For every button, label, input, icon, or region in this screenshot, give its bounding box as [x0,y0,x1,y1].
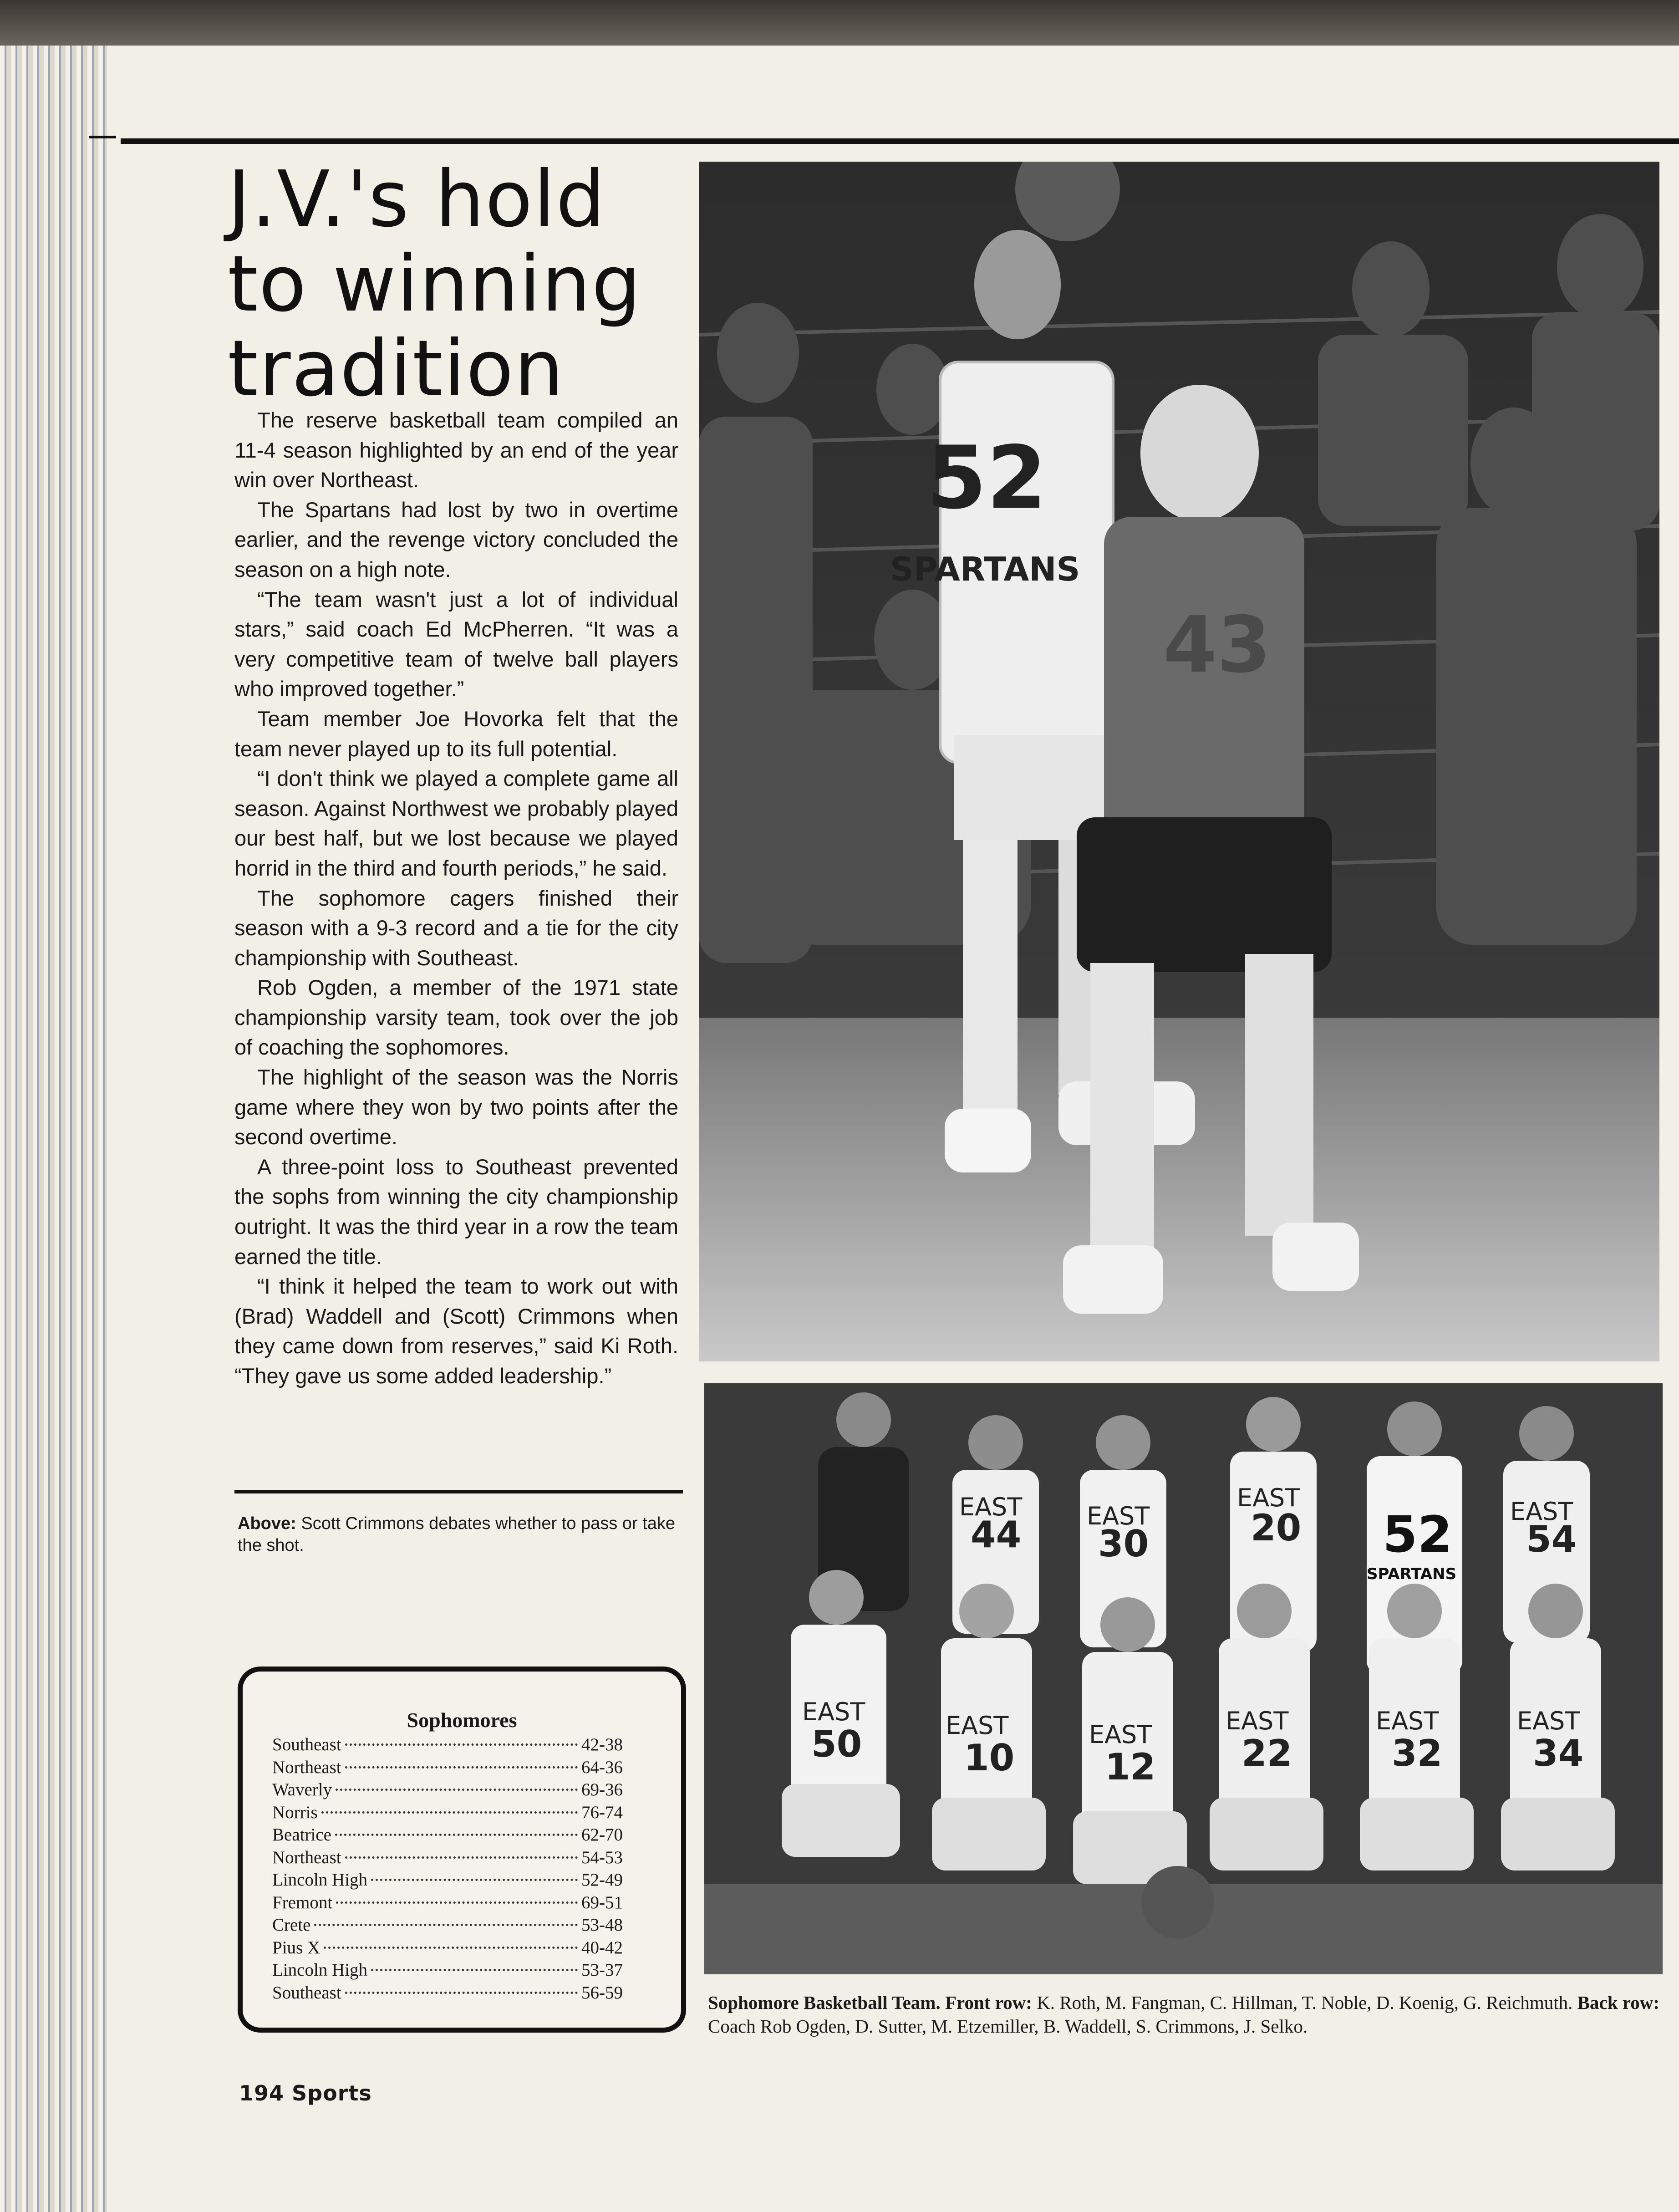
article-paragraph: The Spartans had lost by two in overtime earlier, and the revenge victory concluded the season on a high note. [234,497,678,581]
back-row-names: Coach Rob Ogden, D. Sutter, M. Etzemiller, B. Waddell, S. Crimmons, J. Selko. [708,2016,1308,2037]
dot-leader [336,1901,578,1904]
jersey-team: EAST [959,1493,1023,1521]
team-caption [708,1991,1659,2038]
dot-leader [345,1743,578,1746]
dot-leader [345,1856,578,1859]
game-score: 62-70 [581,1825,623,1845]
opponent: Crete [272,1915,311,1935]
game-score: 42-38 [581,1735,623,1754]
article-paragraph: The reserve basketball team compiled an 11-4 season highlighted by an end of the year win over Northeast. [234,408,678,492]
opponent: Beatrice [272,1825,331,1845]
score-row [272,1756,623,1779]
article-paragraph: Team member Joe Hovorka felt that the team never played up to its full potential. [234,706,678,761]
jersey-number: 30 [1098,1523,1149,1565]
jersey-number-back: 43 [1163,600,1271,690]
article-paragraph: “The team wasn't just a lot of individual stars,” said coach Ed McPherren. “It was a very competitive team of twelve ball players who improved together.” [234,587,678,701]
game-score: 64-36 [581,1757,623,1777]
scan-top-edge [0,0,1679,46]
game-score: 76-74 [581,1802,623,1822]
article-paragraph: “I think it helped the team to work out with (Brad) Waddell and (Scott) Crimmons when they came down from reserves,” said Ki Roth. “They gave us some added leadership.” [234,1274,678,1388]
score-row [272,1937,623,1959]
jersey-team: EAST [1376,1707,1439,1735]
opponent: Northeast [272,1847,341,1867]
dot-leader [371,1969,578,1971]
score-row [272,1959,623,1982]
scoreboard-box [238,1667,686,2033]
score-row [272,1733,623,1756]
score-row [272,1801,623,1824]
front-row-names: K. Roth, M. Fangman, C. Hillman, T. Noble, D. Koenig, G. Reichmuth. [1037,1992,1573,2013]
game-score: 69-36 [581,1780,623,1799]
dot-leader [345,1766,578,1769]
rule-tick [89,136,116,138]
headline: J.V.'s hold to winning tradition [228,154,642,414]
jersey-number: 44 [971,1514,1022,1556]
article-paragraph: The highlight of the season was the Norris game where they won by two points after the second overtime. [234,1065,678,1149]
caption-text: Scott Crimmons debates whether to pass or take the shot. [238,1514,675,1555]
jersey-team-front: SPARTANS [890,550,1080,588]
book-binding [0,0,107,2212]
team-photo-drawing [704,1383,1663,1974]
jersey-number: 22 [1241,1732,1292,1774]
game-score: 54-53 [581,1847,623,1867]
game-score: 69-51 [581,1892,623,1912]
top-rule [121,138,1679,144]
page-folio [239,2081,372,2105]
dot-leader [345,1992,578,1994]
jersey-number: 32 [1392,1732,1443,1774]
article-paragraph: “I don't think we played a complete game all season. Against Northwest we probably played our best half, but we lost because we played horrid in the third and fourth periods,” he said. [234,766,678,880]
section-name: Sports [292,2081,372,2105]
jersey-team: EAST [1237,1483,1300,1512]
score-row [272,1891,623,1914]
jersey-team: EAST [1517,1707,1580,1735]
dot-leader [324,1947,578,1949]
score-row [272,1914,623,1937]
scoreboard-list [272,1733,623,2004]
action-photo [699,162,1659,1361]
article-paragraph: Rob Ogden, a member of the 1971 state championship varsity team, took over the job of coaching the sophomores. [234,975,678,1060]
dot-leader [371,1879,578,1881]
score-row [272,1846,623,1869]
opponent: Southeast [272,1983,341,2003]
score-row [272,1869,623,1891]
jersey-team: EAST [1087,1502,1150,1530]
dot-leader [314,1924,578,1926]
jersey-number: 54 [1526,1518,1577,1560]
page-number: 194 [239,2081,285,2105]
dot-leader [336,1789,578,1791]
jersey-number: 34 [1533,1732,1584,1774]
jersey-number-front: 52 [926,428,1047,528]
jersey-team: EAST [1510,1497,1573,1526]
jersey-team: EAST [1226,1707,1289,1735]
game-score: 53-37 [581,1960,623,1980]
photo-caption [238,1513,684,1556]
opponent: Waverly [272,1780,332,1799]
article-body [234,405,678,1391]
opponent: Pius X [272,1937,321,1957]
dot-leader [335,1834,578,1836]
game-score: 40-42 [581,1937,623,1957]
jersey-team: EAST [802,1697,865,1726]
score-row [272,1982,623,2004]
caption-rule [234,1490,683,1493]
jersey-number: 52 [1383,1505,1453,1564]
team-basketball [1141,1866,1214,1939]
back-row-label: Back row: [1577,1992,1660,2013]
jersey-number: 20 [1251,1507,1302,1549]
team-photo [704,1383,1663,1974]
caption-label: Above: [238,1514,296,1533]
opponent: Lincoln High [272,1960,368,1980]
article-paragraph: The sophomore cagers finished their season with a 9-3 record and a tie for the city championship with Southeast. [234,886,678,970]
game-score: 52-49 [581,1870,623,1890]
opponent: Norris [272,1802,318,1822]
article-paragraph: A three-point loss to Southeast prevented the sophs from winning the city championship outright. It was the third year in a row the team earned the title. [234,1154,678,1269]
jersey-number: 50 [811,1723,862,1765]
score-row [272,1779,623,1801]
game-score: 53-48 [581,1915,623,1935]
dot-leader [321,1811,578,1814]
opponent: Southeast [272,1735,341,1754]
front-row-label: Front row: [945,1992,1032,2013]
court-floor [699,1018,1659,1361]
team-caption-title: Sophomore Basketball Team. [708,1992,941,2013]
game-score: 56-59 [581,1983,623,2003]
jersey-number: 10 [964,1737,1015,1779]
opponent: Lincoln High [272,1870,368,1890]
jersey-number: 12 [1105,1746,1156,1788]
jersey-team: EAST [946,1711,1009,1740]
jersey-team: EAST [1089,1720,1152,1749]
score-row [272,1824,623,1846]
action-photo-drawing [699,162,1659,1361]
scoreboard-title: Sophomores [407,1708,517,1732]
jersey-team: SPARTANS [1367,1565,1457,1583]
opponent: Fremont [272,1892,333,1912]
opponent: Northeast [272,1757,341,1777]
